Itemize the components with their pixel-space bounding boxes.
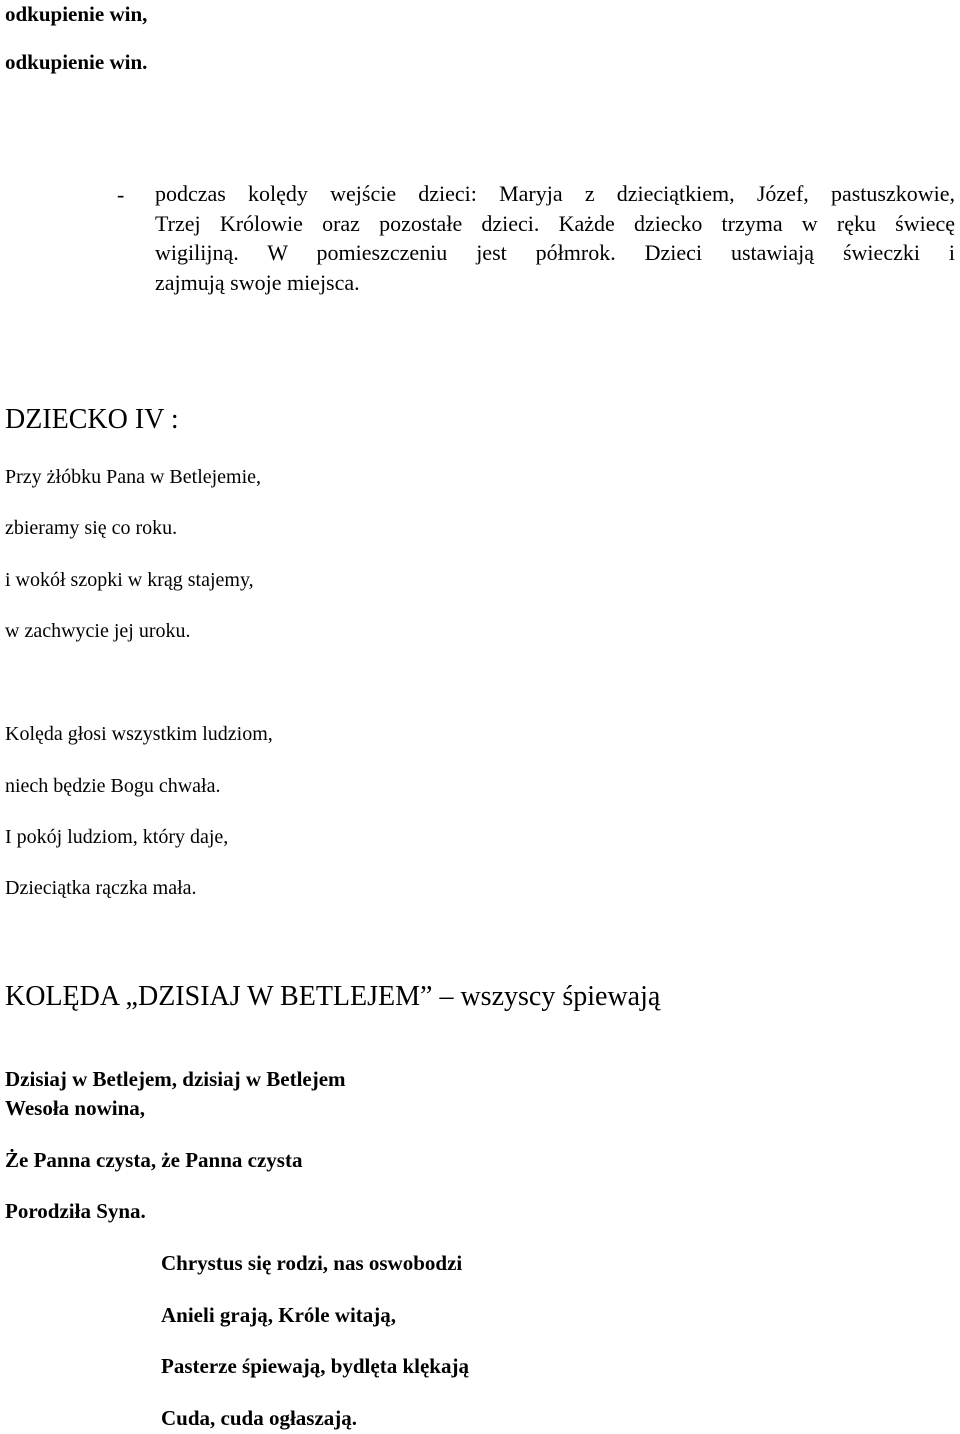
stanza2-line-4: Dzieciątka rączka mała. bbox=[5, 877, 197, 899]
stanza2-line-2: niech będzie Bogu chwała. bbox=[5, 775, 221, 797]
stage-direction-line-1: podczas kolędy wejście dzieci: Maryja z dzieciątkiem, Józef, pastuszkowie, bbox=[155, 181, 955, 206]
song-refrain-line-1: Chrystus się rodzi, nas oswobodzi bbox=[161, 1251, 463, 1275]
stage-direction bbox=[155, 179, 955, 297]
stanza1-line-1: Przy żłóbku Pana w Betlejemie, bbox=[5, 466, 262, 488]
stage-direction-line-4: zajmują swoje miejsca. bbox=[155, 269, 360, 295]
stanza1-line-4: w zachwycie jej uroku. bbox=[5, 620, 191, 642]
song-refrain-line-2: Anieli grają, Króle witają, bbox=[161, 1303, 397, 1327]
stage-direction-line-2: Trzej Królowie oraz pozostałe dzieci. Każde dziecko trzyma w ręku świecę bbox=[155, 210, 955, 236]
intro-line-1: odkupienie win, bbox=[5, 2, 148, 26]
stanza1-line-3: i wokół szopki w krąg stajemy, bbox=[5, 569, 254, 591]
song-refrain-line-4: Cuda, cuda ogłaszają. bbox=[161, 1406, 358, 1430]
intro-line-2: odkupienie win. bbox=[5, 50, 148, 74]
stanza2-line-3: I pokój ludziom, który daje, bbox=[5, 826, 229, 848]
stanza1-line-2: zbieramy się co roku. bbox=[5, 517, 178, 539]
stanza2-line-1: Kolęda głosi wszystkim ludziom, bbox=[5, 723, 273, 745]
song-title: KOLĘDA „DZISIAJ W BETLEJEM” – wszyscy śpiewają bbox=[5, 981, 661, 1012]
speaker-heading: DZIECKO IV : bbox=[5, 404, 179, 435]
song-verse-line-4: Porodziła Syna. bbox=[5, 1199, 146, 1223]
song-verse-line-1: Dzisiaj w Betlejem, dzisiaj w Betlejem bbox=[5, 1067, 346, 1091]
song-verse-line-3: Że Panna czysta, że Panna czysta bbox=[5, 1148, 303, 1172]
song-refrain-line-3: Pasterze śpiewają, bydlęta klękają bbox=[161, 1354, 469, 1378]
bullet-dash: - bbox=[117, 182, 125, 207]
song-verse-line-2: Wesoła nowina, bbox=[5, 1096, 146, 1120]
stage-direction-line-3: wigilijną. W pomieszczeniu jest półmrok. Dzieci ustawiają świeczki i bbox=[155, 240, 955, 265]
